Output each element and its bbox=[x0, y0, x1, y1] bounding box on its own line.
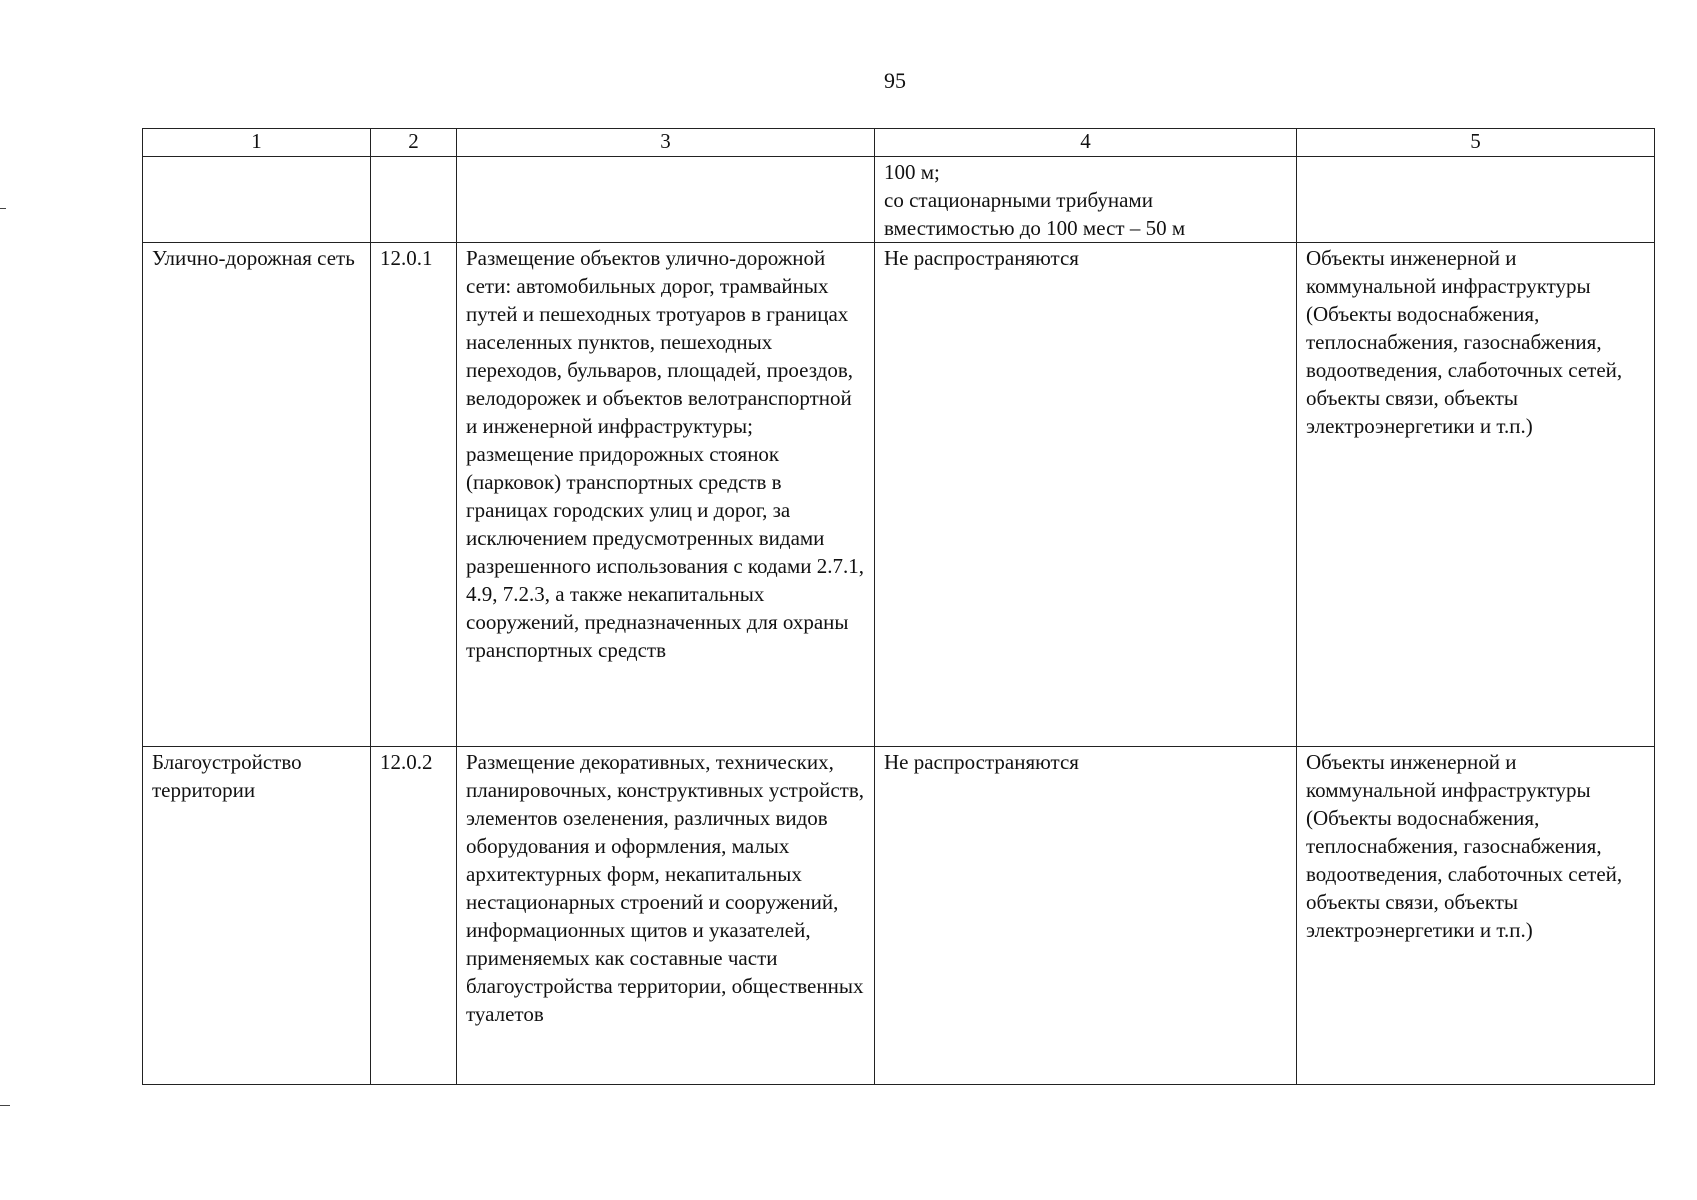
table-row bbox=[143, 243, 1655, 747]
cell-params-continued: 100 м; со стационарными трибунами вместимостью до 100 мест – 50 м bbox=[875, 157, 1297, 243]
cell-use-name: Улично-дорожная сеть bbox=[143, 243, 371, 747]
scan-edge-mark bbox=[0, 208, 6, 209]
cell-use-code: 12.0.1 bbox=[371, 243, 457, 747]
cell-use-description: Размещение объектов улично-дорожной сети: автомобильных дорог, трамвайных путей и пешеходных тротуаров в границах населенных пунктов, пешеходных переходов, бульваров, площадей, проездов, велодорожек и объектов велотранспортной и инженерной инфраструктуры; размещение придорожных стоянок (парковок) транспортных средств в границах городских улиц и дорог, за исключением предусмотренных видами разрешенного использования с кодами 2.7.1, 4.9, 7.2.3, а также некапитальных сооружений, предназначенных для охраны транспортных средств bbox=[457, 243, 875, 747]
scan-edge-mark bbox=[0, 1105, 10, 1106]
column-header-2: 2 bbox=[371, 129, 457, 157]
table-row-continuation bbox=[143, 157, 1655, 243]
cell-use-code: 12.0.2 bbox=[371, 747, 457, 1085]
header-row bbox=[143, 129, 1655, 157]
cell-use-params: Не распространяются bbox=[875, 747, 1297, 1085]
table-row bbox=[143, 747, 1655, 1085]
cell-use-name: Благоустройство территории bbox=[143, 747, 371, 1085]
cell-use-description: Размещение декоративных, технических, планировочных, конструктивных устройств, элементов озеленения, различных видов оборудования и оформления, малых архитектурных форм, некапитальных нестационарных строений и сооружений, информационных щитов и указателей, применяемых как составные части благоустройства территории, общественных туалетов bbox=[457, 747, 875, 1085]
cell-empty bbox=[1297, 157, 1655, 243]
cell-empty bbox=[371, 157, 457, 243]
land-use-table bbox=[142, 128, 1655, 1085]
column-header-1: 1 bbox=[143, 129, 371, 157]
cell-use-params: Не распространяются bbox=[875, 243, 1297, 747]
cell-empty bbox=[457, 157, 875, 243]
column-header-4: 4 bbox=[875, 129, 1297, 157]
column-header-3: 3 bbox=[457, 129, 875, 157]
cell-empty bbox=[143, 157, 371, 243]
cell-auxiliary-uses: Объекты инженерной и коммунальной инфраструктуры (Объекты водоснабжения, теплоснабжения, газоснабжения, водоотведения, слаботочных сетей, объекты связи, объекты электроэнергетики и т.п.) bbox=[1297, 243, 1655, 747]
column-header-5: 5 bbox=[1297, 129, 1655, 157]
cell-auxiliary-uses: Объекты инженерной и коммунальной инфраструктуры (Объекты водоснабжения, теплоснабжения, газоснабжения, водоотведения, слаботочных сетей, объекты связи, объекты электроэнергетики и т.п.) bbox=[1297, 747, 1655, 1085]
page-number: 95 bbox=[884, 68, 906, 93]
